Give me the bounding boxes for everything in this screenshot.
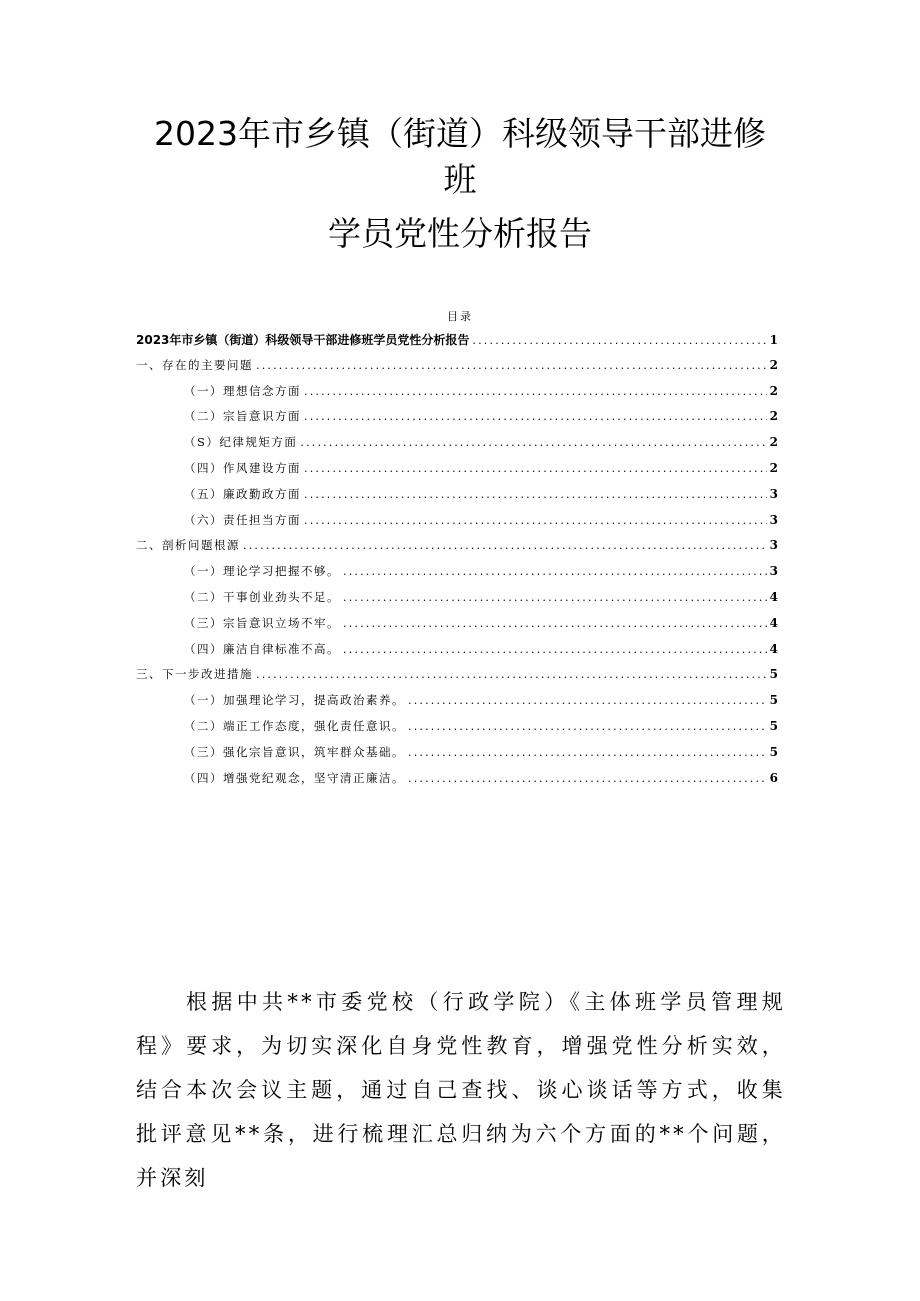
toc-entry[interactable]	[136, 744, 778, 770]
toc-dot-leader	[343, 643, 767, 656]
toc-entry[interactable]	[136, 589, 778, 615]
toc-entry[interactable]	[136, 563, 778, 589]
toc-entry-label: 二、剖析问题根源	[136, 538, 240, 553]
toc-dot-leader	[408, 746, 767, 759]
toc-entry-page-number: 3	[769, 486, 778, 501]
toc-entry-page-number: 4	[769, 641, 778, 656]
toc-heading: 目录	[447, 310, 473, 323]
toc-entry-label: （二）端正工作态度，强化责任意识。	[184, 718, 405, 733]
toc-dot-leader	[304, 385, 767, 398]
toc-entry[interactable]	[136, 615, 778, 641]
toc-entry-label: （五）廉政勤政方面	[184, 486, 301, 501]
toc-entry-label: 2023年市乡镇（街道）科级领导干部进修班学员党性分析报告	[136, 333, 470, 347]
document-title-line-2: 班	[443, 160, 477, 199]
document-title-line-1: 2023年市乡镇（街道）科级领导干部进修	[154, 114, 766, 153]
toc-entry-page-number: 2	[769, 357, 778, 372]
toc-entry-page-number: 5	[769, 718, 778, 733]
toc-entry-label: （四）作风建设方面	[184, 460, 301, 475]
body-paragraph: 根据中共**市委党校（行政学院）《主体班学员管理规程》要求，为切实深化自身党性教育，增强党性分析实效，结合本次会议主题，通过自己查找、谈心谈话等方式，收集批评意见**条，进行梳理汇总归纳为六个方面的**个问题，并深刻	[136, 990, 786, 1190]
toc-entry-label: 三、下一步改进措施	[136, 667, 253, 682]
toc-entry[interactable]	[136, 357, 778, 383]
toc-entry-label: 一、存在的主要问题	[136, 357, 253, 372]
toc-entry[interactable]	[136, 434, 778, 460]
toc-entry-label: （二）宗旨意识方面	[184, 409, 301, 424]
toc-dot-leader	[300, 436, 766, 449]
toc-entry-page-number: 3	[769, 538, 778, 553]
toc-entry-label: （四）廉洁自律标准不高。	[184, 641, 340, 656]
toc-entry-label: （四）增强党纪观念，坚守清正廉洁。	[184, 770, 405, 785]
toc-entry-page-number: 3	[769, 564, 778, 579]
toc-entry[interactable]	[136, 718, 778, 744]
table-of-contents	[136, 331, 778, 795]
toc-entry[interactable]	[136, 408, 778, 434]
toc-dot-leader	[304, 462, 767, 475]
toc-entry[interactable]	[136, 770, 778, 796]
toc-entry-page-number: 1	[769, 333, 778, 347]
toc-entry[interactable]	[136, 641, 778, 667]
toc-entry-page-number: 4	[769, 589, 778, 604]
toc-entry[interactable]	[136, 460, 778, 486]
toc-entry-page-number: 2	[769, 435, 778, 450]
toc-dot-leader	[304, 488, 767, 501]
toc-entry[interactable]	[136, 331, 778, 357]
toc-entry-page-number: 5	[769, 667, 778, 682]
toc-entry-page-number: 2	[769, 409, 778, 424]
toc-dot-leader	[408, 772, 767, 785]
toc-entry[interactable]	[136, 692, 778, 718]
toc-entry-label: （一）理论学习把握不够。	[184, 564, 340, 579]
toc-entry-label: （三）强化宗旨意识，筑牢群众基础。	[184, 744, 405, 759]
toc-dot-leader	[256, 359, 767, 372]
toc-entry-page-number: 2	[769, 460, 778, 475]
toc-entry-page-number: 2	[769, 383, 778, 398]
toc-entry-page-number: 5	[769, 744, 778, 759]
toc-entry-label: （二）干事创业劲头不足。	[184, 589, 340, 604]
toc-dot-leader	[408, 694, 767, 707]
toc-entry-page-number: 6	[769, 770, 778, 785]
toc-entry-page-number: 3	[769, 512, 778, 527]
toc-dot-leader	[304, 410, 767, 423]
toc-dot-leader	[256, 668, 767, 681]
document-title-line-3: 学员党性分析报告	[328, 214, 592, 253]
toc-entry[interactable]	[136, 486, 778, 512]
toc-dot-leader	[343, 591, 767, 604]
toc-entry-label: （一）理想信念方面	[184, 383, 301, 398]
toc-dot-leader	[408, 720, 767, 733]
toc-dot-leader	[343, 617, 767, 630]
toc-entry-label: （一）加强理论学习，提高政治素养。	[184, 693, 405, 708]
toc-entry-label: （三）宗旨意识立场不牢。	[184, 615, 340, 630]
toc-dot-leader	[243, 539, 767, 552]
toc-entry-label: （S）纪律规矩方面	[184, 435, 298, 450]
toc-entry[interactable]	[136, 537, 778, 563]
toc-dot-leader	[343, 565, 767, 578]
toc-dot-leader	[304, 514, 767, 527]
toc-entry-page-number: 4	[769, 615, 778, 630]
toc-entry[interactable]	[136, 383, 778, 409]
toc-entry-page-number: 5	[769, 693, 778, 708]
toc-entry[interactable]	[136, 512, 778, 538]
toc-dot-leader	[472, 334, 766, 347]
toc-entry[interactable]	[136, 666, 778, 692]
toc-entry-label: （六）责任担当方面	[184, 512, 301, 527]
